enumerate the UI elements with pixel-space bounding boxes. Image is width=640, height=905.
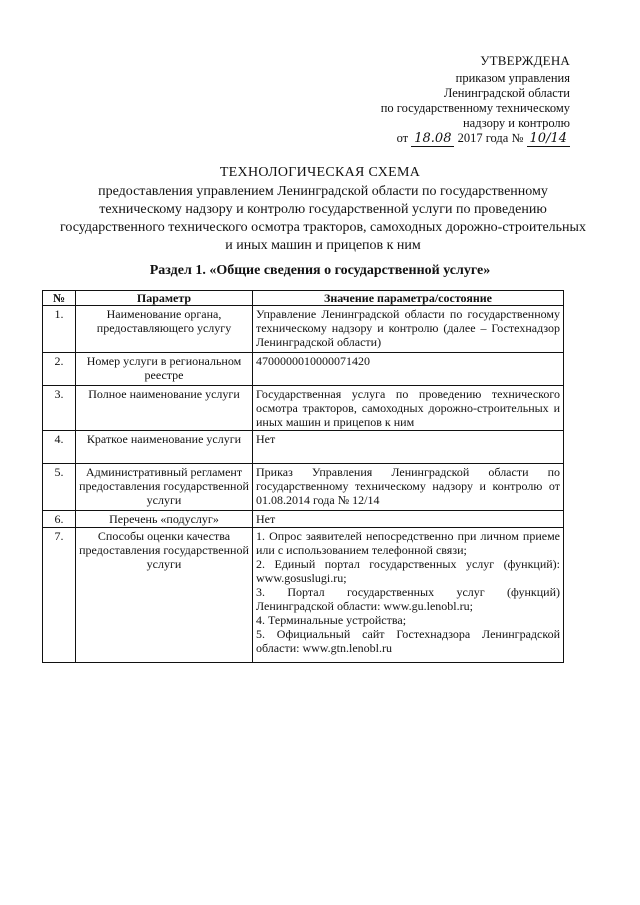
approval-line: приказом управления [455,71,570,85]
approval-line: по государственному техническому [380,101,570,115]
list-item: 3. Портал государственных услуг (функций) Ленинградской области: www.gu.lenobl.ru; [256,585,560,613]
table-header-row [43,291,564,306]
header-parameter: Параметр [76,291,253,306]
handwritten-number: 10/14 [527,131,570,147]
document-title: ТЕХНОЛОГИЧЕСКАЯ СХЕМА [219,165,421,180]
row-number: 2. [43,353,76,386]
approval-year: 2017 года [457,131,509,145]
row-parameter: Краткое наименование услуги [76,431,253,464]
row-number: 6. [43,511,76,528]
list-item: 2. Единый портал государственных услуг (функций): www.gosuslugi.ru; [256,557,560,585]
table-row [43,386,564,431]
row-value: Государственная услуга по проведению технического осмотра тракторов, самоходных дорожно-строительных и иных машин и прицепов к ним [253,386,564,431]
header-number: № [43,291,76,306]
row-value: 4700000010000071420 [253,353,564,386]
row-value: Управление Ленинградской области по государственному техническому надзору и контролю (далее – Гостехнадзор Ленинградской области) [253,306,564,353]
header-value: Значение параметра/состояние [253,291,564,306]
row-value-list [253,528,564,663]
approval-stamp [381,53,570,147]
row-parameter: Способы оценки качества предоставления государственной услуги [76,528,253,663]
table-row [43,353,564,386]
row-value: Нет [253,511,564,528]
row-value: Приказ Управления Ленинградской области по государственному техническому надзору и контролю от 01.08.2014 года № 12/14 [253,464,564,511]
table-row [43,528,564,663]
row-parameter: Номер услуги в региональном реестре [76,353,253,386]
row-number: 3. [43,386,76,431]
row-number: 4. [43,431,76,464]
section-title: Раздел 1. «Общие сведения о государственной услуге» [149,263,491,278]
table-row [43,464,564,511]
table-row [43,431,564,464]
row-parameter: Наименование органа, предоставляющего услугу [76,306,253,353]
row-parameter: Полное наименование услуги [76,386,253,431]
row-parameter: Перечень «подуслуг» [76,511,253,528]
number-sign: № [511,131,524,145]
approval-date-line [381,131,570,147]
approval-line: Ленинградской области [443,86,570,100]
table-row [43,511,564,528]
handwritten-date: 18.08 [411,131,454,147]
parameters-table [42,290,564,663]
row-parameter: Административный регламент предоставления государственной услуги [76,464,253,511]
approval-line: надзору и контролю [462,116,570,130]
table-row [43,306,564,353]
row-number: 5. [43,464,76,511]
list-item: 1. Опрос заявителей непосредственно при личном приеме или с использованием телефонной связи; [256,529,560,557]
list-item: 5. Официальный сайт Гостехнадзора Ленинградской области: www.gtn.lenobl.ru [256,627,560,655]
row-value: Нет [253,431,564,464]
row-number: 7. [43,528,76,663]
date-prefix: от [396,131,409,145]
list-item: 4. Терминальные устройства; [256,613,407,627]
approval-heading: УТВЕРЖДЕНА [480,53,570,68]
document-subtitle: предоставления управлением Ленинградской области по государственному техническому надзору и контролю государственной услуги по проведению государственного технического осмотра тракторов, самоходных дорожно-строительных и иных машин и прицепов к ним [60,184,586,253]
row-number: 1. [43,306,76,353]
